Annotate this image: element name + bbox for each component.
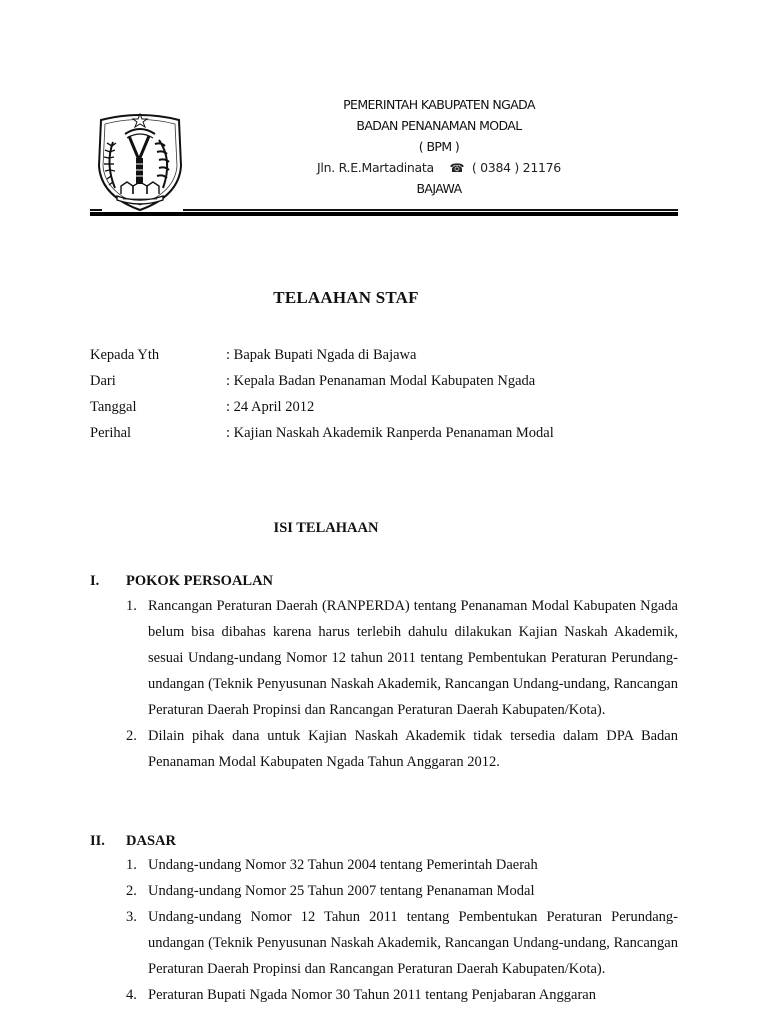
memo-value: : Bapak Bupati Ngada di Bajawa <box>226 347 417 363</box>
list-number: 1. <box>126 857 137 873</box>
coat-of-arms-logo <box>93 108 187 214</box>
section-heading <box>90 831 678 851</box>
agency-acronym: ( BPM ) <box>418 139 460 154</box>
header-rule-thin-left <box>90 209 102 211</box>
list-item <box>90 723 678 775</box>
memo-label: Perihal <box>90 425 132 441</box>
address-line <box>300 157 578 178</box>
list-number: 3. <box>126 909 137 925</box>
memo-label: Tanggal <box>90 399 137 415</box>
section-dasar <box>90 831 678 1008</box>
phone-number: ( 0384 ) 21176 <box>471 160 561 175</box>
memo-value: : Kajian Naskah Akademik Ranperda Penanaman Modal <box>226 425 554 441</box>
list-item <box>90 852 678 878</box>
list-text: Peraturan Bupati Ngada Nomor 30 Tahun 2011 tentang Penjabaran Anggaran <box>148 987 596 1003</box>
memo-value: : 24 April 2012 <box>226 399 315 415</box>
list-item <box>90 904 678 982</box>
list-text: Undang-undang Nomor 32 Tahun 2004 tentang Pemerintah Daerah <box>148 857 538 873</box>
section-subtitle: ISI TELAHAAN <box>273 520 379 536</box>
section-number: I. <box>90 573 100 589</box>
section-title: DASAR <box>126 833 176 849</box>
section-pokok-persoalan <box>90 571 678 775</box>
street-address: Jln. R.E.Martadinata <box>317 160 434 175</box>
government-name: PEMERINTAH KABUPATEN NGADA <box>343 97 535 112</box>
numbered-list <box>90 593 678 775</box>
document-title: TELAAHAN STAF <box>273 288 419 307</box>
memo-label: Dari <box>90 373 116 389</box>
list-text: Dilain pihak dana untuk Kajian Naskah Akademik tidak tersedia dalam DPA Badan Penanaman Modal Kabupaten Ngada Tahun Anggaran 2012. <box>148 728 678 770</box>
header-rule-thick <box>90 212 678 216</box>
list-number: 2. <box>126 728 137 744</box>
list-number: 1. <box>126 598 137 614</box>
section-heading <box>90 571 678 591</box>
section-number: II. <box>90 833 105 849</box>
section-title: POKOK PERSOALAN <box>126 573 274 589</box>
list-number: 2. <box>126 883 137 899</box>
list-number: 4. <box>126 987 137 1003</box>
city-name: BAJAWA <box>416 181 462 196</box>
list-item <box>90 878 678 904</box>
header-rule-thin-right <box>183 209 678 211</box>
memo-value: : Kepala Badan Penanaman Modal Kabupaten Ngada <box>226 373 536 389</box>
list-text: Undang-undang Nomor 12 Tahun 2011 tentang Pembentukan Peraturan Perundang-undangan (Teknik Penyusunan Naskah Akademik, Rancangan Undang-undang, Rancangan Peraturan Daerah Propinsi dan Rancangan Peraturan Daerah Kabupaten/Kota). <box>148 909 678 977</box>
shield-emblem-icon <box>93 108 187 214</box>
memo-label: Kepada Yth <box>90 347 160 363</box>
list-item <box>90 982 678 1008</box>
list-text: Rancangan Peraturan Daerah (RANPERDA) tentang Penanaman Modal Kabupaten Ngada belum bisa dibahas karena harus terlebih dahulu dilakukan Kajian Naskah Akademik, sesuai Undang-undang Nomor 12 tahun 2011 tentang Pembentukan Peraturan Perundang-undangan (Teknik Penyusunan Naskah Akademik, Rancangan Undang-undang, Rancangan Peraturan Daerah Propinsi dan Rancangan Peraturan Daerah Kabupaten/Kota). <box>148 598 678 718</box>
letterhead <box>300 94 578 199</box>
agency-name: BADAN PENANAMAN MODAL <box>356 118 522 133</box>
list-text: Undang-undang Nomor 25 Tahun 2007 tentang Penanaman Modal <box>148 883 535 899</box>
list-item <box>90 593 678 723</box>
numbered-list <box>90 852 678 1008</box>
telephone-icon: ☎ <box>449 161 465 175</box>
